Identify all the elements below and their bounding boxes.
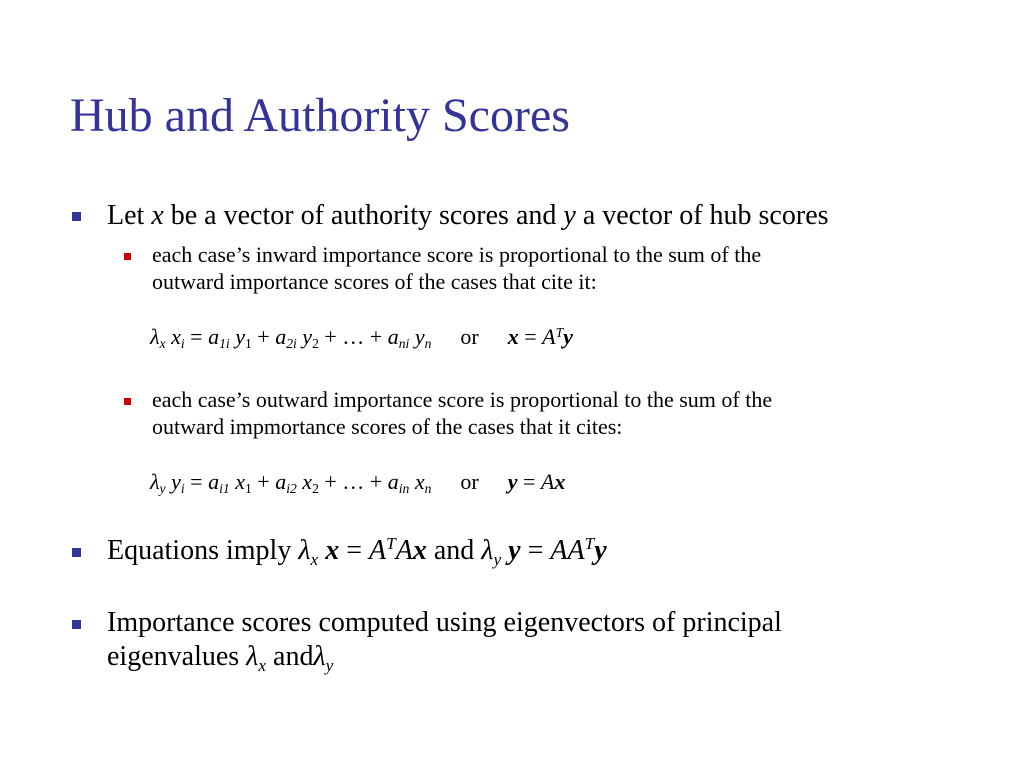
bullet-square-icon (72, 620, 81, 629)
sub-bullet-square-icon (124, 398, 131, 405)
bullet-square-icon (72, 548, 81, 557)
bullet-text-importance-line2: eigenvalues $\lambda_x$ andλ$_y$ (107, 641, 334, 675)
equation-authority: $\lambda_x$ $x_i = a_{1i}$ $y_1 + a_{2i}$ $y_2$ + … + $a_{ni}$ $y_n$ or $x = A^Ty$ (150, 324, 573, 352)
sub-bullet-text-line2: outward impmortance scores of the cases that it cites: (152, 414, 623, 439)
sub-bullet-text-line2: outward importance scores of the cases that cite it: (152, 269, 597, 294)
bullet-square-icon (72, 212, 81, 221)
sub-bullet-text-line1: each case’s outward importance score is proportional to the sum of the (152, 387, 773, 412)
sub-bullet-text-line1: each case’s inward importance score is proportional to the sum of the (152, 242, 762, 267)
bullet-text-equations: Equations imply $\lambda_x$ $x = A^TAx$ and $\lambda_y$ $y = AA^Ty$ (107, 534, 607, 569)
sub-bullet-square-icon (124, 253, 131, 260)
equation-hub: $\lambda_y$ $y_i = a_{i1}$ $x_1 + a_{i2}$ $x_2$ + … + $a_{in}$ $x_n$ or y = Ax (150, 469, 566, 497)
bullet-text-vectors: Let x be a vector of authority scores and y a vector of hub scores (107, 200, 829, 231)
bullet-text-importance-line1: Importance scores computed using eigenvectors of principal (107, 607, 782, 638)
slide-title: Hub and Authority Scores (70, 89, 570, 142)
